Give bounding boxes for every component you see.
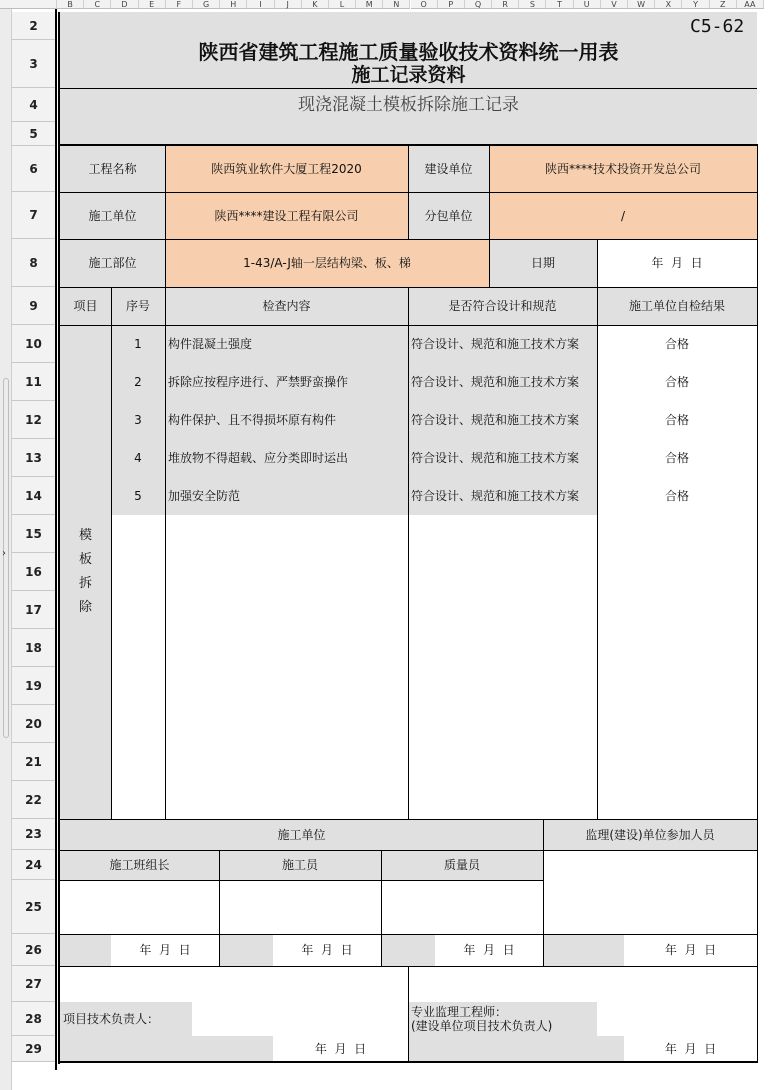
row-compliance[interactable] [408, 515, 597, 553]
date-spacer [543, 934, 624, 966]
row-header[interactable]: 15 [12, 515, 55, 553]
row-header[interactable]: 20 [12, 705, 55, 743]
row-header[interactable]: 14 [12, 477, 55, 515]
column-header[interactable]: X [655, 0, 682, 9]
row-result[interactable] [597, 629, 757, 667]
form-subtitle: 现浇混凝土模板拆除施工记录 [298, 95, 519, 115]
row-compliance[interactable] [408, 591, 597, 629]
location-value[interactable]: 1-43/A-J轴一层结构梁、板、梯 [165, 239, 489, 287]
column-header-corner[interactable] [0, 0, 57, 9]
form-code: C5-62 [690, 16, 745, 37]
tech-lead-signature[interactable] [192, 1002, 408, 1036]
row-result[interactable]: 合格 [597, 439, 757, 477]
date-spacer [219, 934, 273, 966]
sheet-frame-left [55, 9, 57, 1070]
row-result[interactable]: 合格 [597, 477, 757, 515]
row-compliance[interactable]: 符合设计、规范和施工技术方案 [408, 439, 597, 477]
row-content[interactable]: 加强安全防范 [165, 477, 408, 515]
column-header[interactable]: R [492, 0, 519, 9]
row-result[interactable] [597, 553, 757, 591]
row-no[interactable]: 5 [111, 477, 165, 515]
tech-lead-label: 项目技术负责人： [60, 1002, 192, 1036]
item-label-char: 拆 [78, 576, 92, 591]
row-header[interactable]: 12 [12, 401, 55, 439]
row-compliance[interactable]: 符合设计、规范和施工技术方案 [408, 477, 597, 515]
tech-lead-date-spacer [60, 1036, 273, 1062]
supervision-engineer-line2: (建设单位项目技术负责人) [411, 1019, 553, 1033]
location-label: 施工部位 [60, 239, 165, 287]
row-result[interactable] [597, 515, 757, 553]
row-no[interactable] [111, 515, 165, 553]
column-header[interactable]: B [57, 0, 84, 9]
row-header[interactable]: 19 [12, 667, 55, 705]
row-content[interactable] [165, 553, 408, 591]
row-header[interactable]: 3 [12, 40, 55, 88]
row-header[interactable]: 4 [12, 88, 55, 122]
row-header[interactable]: 21 [12, 743, 55, 781]
tech-lead-blank [60, 966, 408, 1002]
subcontractor-value[interactable]: / [489, 192, 757, 239]
column-header[interactable]: Y [682, 0, 709, 9]
quality-officer-label: 质量员 [381, 850, 543, 880]
row-compliance[interactable] [408, 667, 597, 705]
column-header[interactable]: C [84, 0, 111, 9]
supervision-engineer-date[interactable]: 年 月 日 [624, 1036, 757, 1062]
quality-officer-date[interactable]: 年 月 日 [435, 934, 543, 966]
date-value[interactable]: 年 月 日 [597, 239, 757, 287]
supervision-unit-header: 监理(建设)单位参加人员 [543, 819, 757, 850]
subcontractor-label: 分包单位 [408, 192, 489, 239]
supervision-engineer-signature[interactable] [597, 1002, 757, 1036]
row-header[interactable]: 17 [12, 591, 55, 629]
row-header[interactable]: 9 [12, 287, 55, 325]
column-header[interactable]: K [302, 0, 329, 9]
header-content: 检查内容 [165, 287, 408, 325]
row-header[interactable]: 11 [12, 363, 55, 401]
column-header[interactable]: Q [465, 0, 492, 9]
column-header[interactable]: V [601, 0, 628, 9]
column-header[interactable]: P [438, 0, 465, 9]
row-result[interactable]: 合格 [597, 401, 757, 439]
row-no[interactable] [111, 591, 165, 629]
row-header[interactable]: 26 [12, 934, 55, 966]
project-name-label: 工程名称 [60, 146, 165, 192]
column-header[interactable]: F [166, 0, 193, 9]
row-header[interactable]: 13 [12, 439, 55, 477]
row-no[interactable] [111, 781, 165, 819]
row-content[interactable]: 构件保护、且不得损坏原有构件 [165, 401, 408, 439]
row-result[interactable] [597, 781, 757, 819]
row-content[interactable] [165, 515, 408, 553]
form-title-line2: 施工记录资料 [351, 64, 466, 86]
supervision-engineer-date-spacer [408, 1036, 624, 1062]
row-compliance[interactable] [408, 553, 597, 591]
date-label: 日期 [489, 239, 597, 287]
column-header[interactable]: E [139, 0, 166, 9]
header-item: 项目 [60, 287, 111, 325]
date-spacer [60, 934, 111, 966]
construction-unit-header: 施工单位 [60, 819, 543, 850]
column-header[interactable]: N [383, 0, 410, 9]
header-compliance: 是否符合设计和规范 [408, 287, 597, 325]
row-content[interactable] [165, 705, 408, 743]
builder-label: 建设单位 [408, 146, 489, 192]
column-header[interactable]: W [628, 0, 655, 9]
date-spacer [381, 934, 435, 966]
item-label-char: 模 [78, 528, 92, 543]
constructor-label: 施工员 [219, 850, 381, 880]
row-result[interactable] [597, 705, 757, 743]
row-no[interactable] [111, 667, 165, 705]
row-header[interactable]: 27 [12, 966, 55, 1002]
row-result[interactable] [597, 667, 757, 705]
expand-arrow-icon[interactable]: › [2, 548, 6, 559]
column-header[interactable]: U [574, 0, 601, 9]
supervision-engineer-line1: 专业监理工程师： [411, 1005, 508, 1019]
quality-officer-signature[interactable] [381, 880, 543, 934]
row-header[interactable]: 5 [12, 122, 55, 146]
row-compliance[interactable]: 符合设计、规范和施工技术方案 [408, 401, 597, 439]
row-header[interactable]: 18 [12, 629, 55, 667]
row-header[interactable]: 29 [12, 1036, 55, 1062]
column-header[interactable]: D [111, 0, 138, 9]
row-no[interactable] [111, 553, 165, 591]
title-divider [60, 88, 757, 89]
contractor-value[interactable]: 陕西****建设工程有限公司 [165, 192, 408, 239]
item-label-char: 除 [78, 600, 92, 615]
team-leader-date[interactable]: 年 月 日 [111, 934, 219, 966]
row-header[interactable]: 2 [12, 12, 55, 40]
constructor-date[interactable]: 年 月 日 [273, 934, 381, 966]
tech-lead-date[interactable]: 年 月 日 [273, 1036, 408, 1062]
header-no: 序号 [111, 287, 165, 325]
row-header[interactable]: 7 [12, 192, 55, 239]
row-result[interactable]: 合格 [597, 325, 757, 363]
row-compliance[interactable] [408, 743, 597, 781]
constructor-signature[interactable] [219, 880, 381, 934]
supervision-engineer-blank [408, 966, 757, 1002]
team-leader-signature[interactable] [60, 880, 219, 934]
item-label [79, 524, 92, 620]
team-leader-label: 施工班组长 [60, 850, 219, 880]
row-no[interactable] [111, 743, 165, 781]
supervision-engineer-label [408, 1002, 597, 1036]
row-no[interactable]: 3 [111, 401, 165, 439]
row-content[interactable]: 构件混凝土强度 [165, 325, 408, 363]
column-header[interactable]: L [329, 0, 356, 9]
builder-value[interactable]: 陕西****技术投资开发总公司 [489, 146, 757, 192]
row-content[interactable] [165, 667, 408, 705]
column-header[interactable]: T [546, 0, 573, 9]
column-header[interactable]: I [247, 0, 274, 9]
row-header[interactable]: 25 [12, 880, 55, 934]
row-content[interactable] [165, 781, 408, 819]
row-header[interactable]: 22 [12, 781, 55, 819]
row-compliance[interactable]: 符合设计、规范和施工技术方案 [408, 325, 597, 363]
contractor-label: 施工单位 [60, 192, 165, 239]
column-header[interactable]: H [220, 0, 247, 9]
row-content[interactable] [165, 743, 408, 781]
row-header[interactable]: 28 [12, 1002, 55, 1036]
column-header[interactable]: M [356, 0, 383, 9]
header-result: 施工单位自检结果 [597, 287, 757, 325]
form-title-line1: 陕西省建筑工程施工质量验收技术资料统一用表 [198, 40, 619, 64]
column-header[interactable]: Z [710, 0, 737, 9]
column-header[interactable]: J [275, 0, 302, 9]
row-no[interactable]: 1 [111, 325, 165, 363]
row-no[interactable] [111, 629, 165, 667]
column-header[interactable]: O [411, 0, 438, 9]
row-no[interactable]: 2 [111, 363, 165, 401]
row-header[interactable]: 6 [12, 146, 55, 192]
row-content[interactable] [165, 591, 408, 629]
row-result[interactable] [597, 743, 757, 781]
item-label-char: 板 [78, 552, 92, 567]
row-header[interactable]: 8 [12, 239, 55, 287]
row-content[interactable] [165, 629, 408, 667]
row-content[interactable]: 堆放物不得超载、应分类即时运出 [165, 439, 408, 477]
project-name-value[interactable]: 陕西筑业软件大厦工程2020 [165, 146, 408, 192]
column-header[interactable]: G [193, 0, 220, 9]
row-no[interactable] [111, 705, 165, 743]
column-header[interactable]: S [519, 0, 546, 9]
supervision-date[interactable]: 年 月 日 [624, 934, 757, 966]
row-no[interactable]: 4 [111, 439, 165, 477]
row-header[interactable]: 16 [12, 553, 55, 591]
row-compliance[interactable] [408, 629, 597, 667]
row-header[interactable]: 23 [12, 819, 55, 850]
row-compliance[interactable] [408, 781, 597, 819]
row-content[interactable]: 拆除应按程序进行、严禁野蛮操作 [165, 363, 408, 401]
row-compliance[interactable]: 符合设计、规范和施工技术方案 [408, 363, 597, 401]
row-result[interactable] [597, 591, 757, 629]
item-column [60, 325, 111, 819]
column-header[interactable]: AA [737, 0, 764, 9]
row-result[interactable]: 合格 [597, 363, 757, 401]
row-header[interactable]: 10 [12, 325, 55, 363]
row-compliance[interactable] [408, 705, 597, 743]
row-header[interactable]: 24 [12, 850, 55, 880]
supervision-signature-box[interactable] [543, 850, 757, 934]
